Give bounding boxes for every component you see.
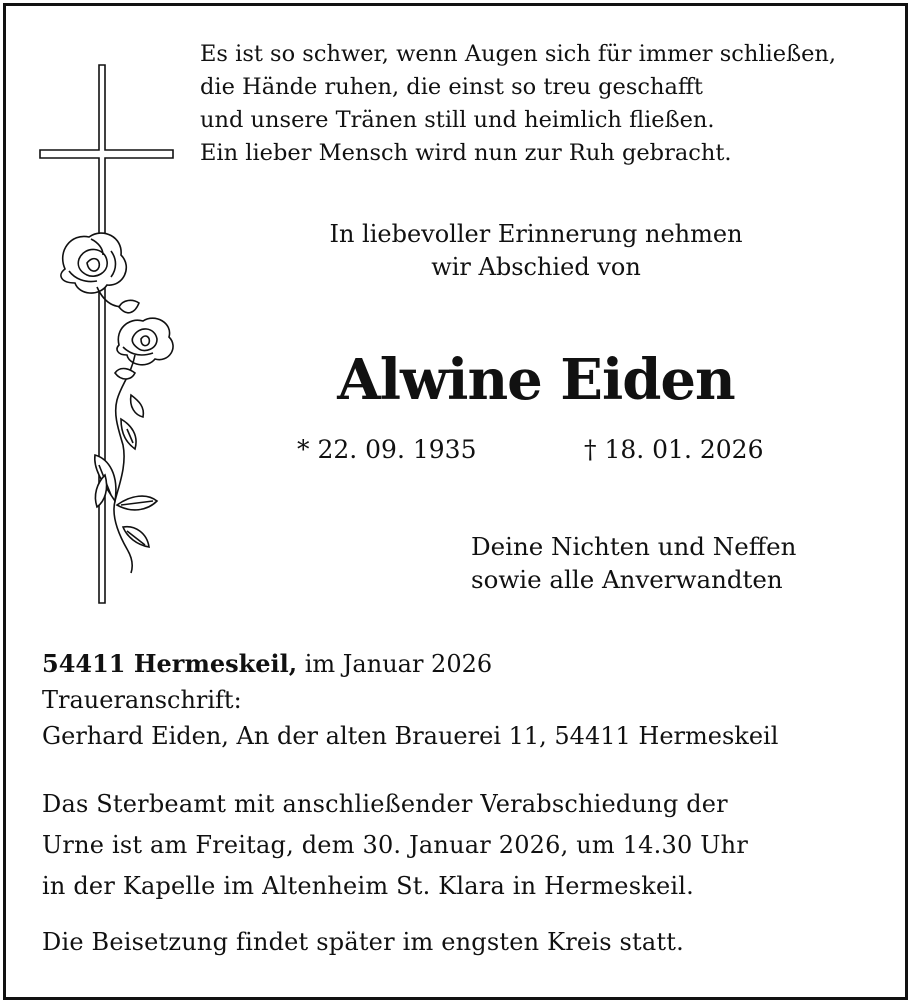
mourners-line: sowie alle Anverwandten	[471, 565, 783, 594]
cross-with-roses-icon	[35, 55, 185, 615]
poem-line: und unsere Tränen still und heimlich fließen.	[200, 107, 715, 133]
place-date-line	[42, 646, 778, 682]
address-label: Traueranschrift:	[42, 686, 242, 714]
farewell-intro	[0, 218, 909, 284]
burial-info: Die Beisetzung findet später im engsten Kreis statt.	[42, 928, 684, 956]
service-line: Urne ist am Freitag, dem 30. Januar 2026, um 14.30 Uhr	[42, 831, 749, 859]
intro-line: In liebevoller Erinnerung nehmen	[329, 220, 743, 248]
place-name: 54411 Hermeskeil,	[42, 649, 298, 678]
service-info	[42, 784, 748, 907]
poem-line: Es ist so schwer, wenn Augen sich für immer schließen,	[200, 41, 837, 67]
date-line: im Januar 2026	[297, 650, 493, 678]
mourners-line: Deine Nichten und Neffen	[471, 532, 797, 561]
mourning-address: Gerhard Eiden, An der alten Brauerei 11, 54411 Hermeskeil	[42, 722, 779, 750]
poem-line: Ein lieber Mensch wird nun zur Ruh gebracht.	[200, 140, 732, 166]
service-line: Das Sterbeamt mit anschließender Verabschiedung der	[42, 790, 728, 818]
intro-line: wir Abschied von	[431, 253, 641, 281]
address-block	[42, 646, 778, 754]
mourners	[471, 530, 796, 596]
deceased-name: Alwine Eiden	[337, 347, 735, 413]
service-line: in der Kapelle im Altenheim St. Klara in Hermeskeil.	[42, 872, 694, 900]
memorial-poem	[200, 38, 836, 170]
poem-line: die Hände ruhen, die einst so treu geschafft	[200, 74, 703, 100]
birth-date: * 22. 09. 1935	[297, 435, 477, 464]
death-date: † 18. 01. 2026	[584, 435, 764, 464]
